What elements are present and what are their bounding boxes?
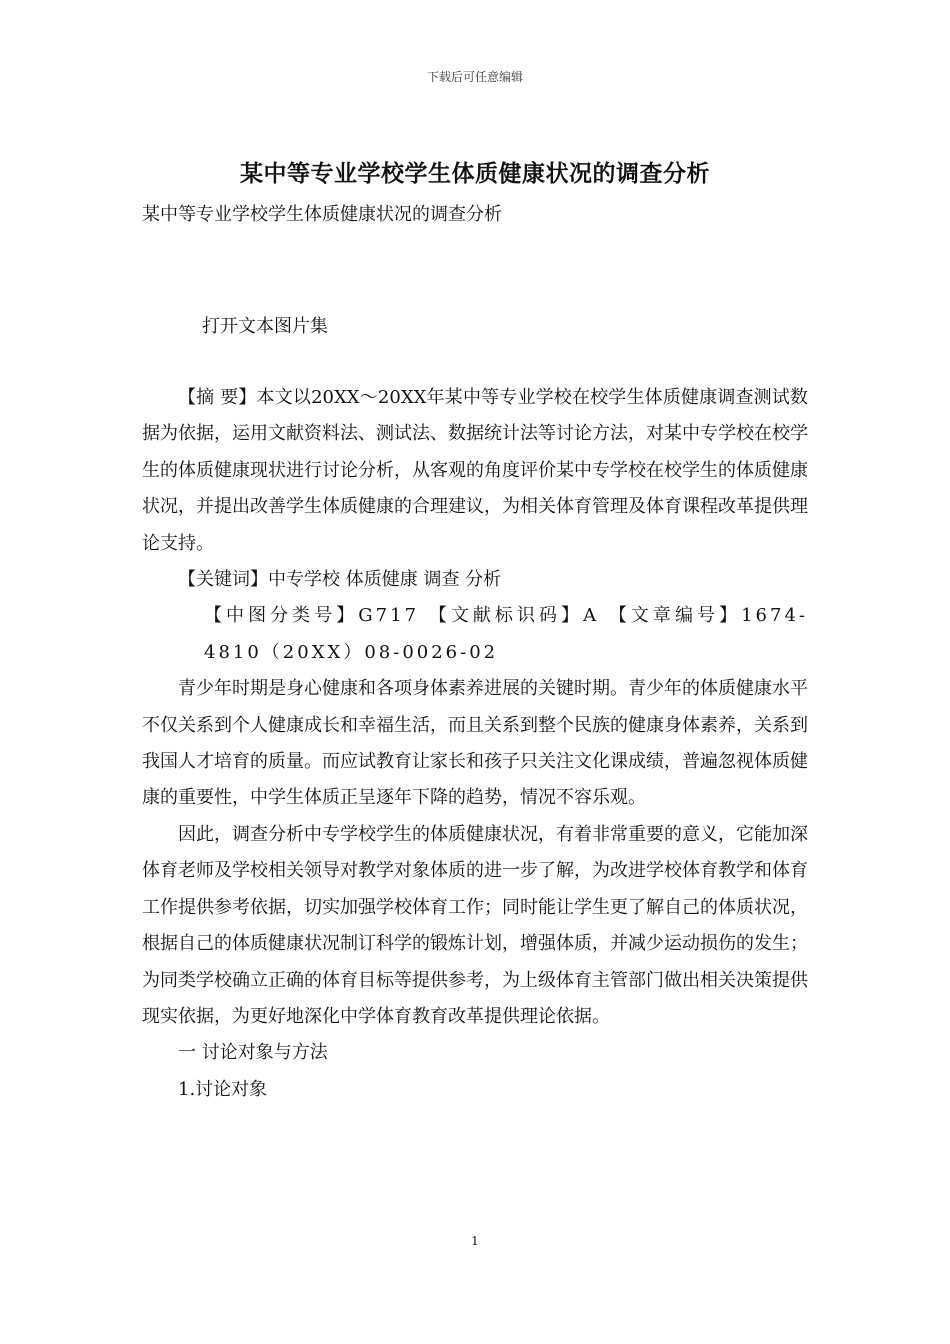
document-subtitle: 某中等专业学校学生体质健康状况的调查分析 bbox=[142, 204, 502, 225]
abstract-paragraph: 【摘 要】本文以20XX～20XX年某中等专业学校在校学生体质健康调查测试数据为依据，运用文献资料法、测试法、数据统计法等讨论方法，对某中专学校在校学生的体质健康现状进行讨论分析，从客观的角度评价某中专学校在校学生的体质健康状况，并提出改善学生体质健康的合理建议，为相关体育管理及体育课程改革提供理论支持。 bbox=[142, 387, 808, 554]
subsection-heading: 1.讨论对象 bbox=[178, 1078, 268, 1100]
document-title: 某中等专业学校学生体质健康状况的调查分析 bbox=[240, 160, 710, 187]
body-paragraph: 青少年时期是身心健康和各项身体素养进展的关键时期。青少年的体质健康水平不仅关系到个人健康成长和幸福生活，而且关系到整个民族的健康身体素养，关系到我国人才培育的质量。而应试教育让家长和孩子只关注文化课成绩，普遍忽视体质健康的重要性，中学生体质正呈逐年下降的趋势，情况不容乐观。 bbox=[142, 678, 808, 809]
header-note: 下载后可任意编辑 bbox=[426, 70, 523, 84]
page-number: 1 bbox=[471, 1234, 479, 1248]
image-gallery-link[interactable]: 打开文本图片集 bbox=[202, 316, 328, 337]
section-heading: 一 讨论对象与方法 bbox=[178, 1042, 328, 1064]
classification-paragraph: 【中图分类号】G717 【文献标识码】A 【文章编号】1674-4810（20XX）08-0026-02 bbox=[204, 605, 808, 663]
keywords-paragraph: 【关键词】中专学校 体质健康 调查 分析 bbox=[178, 569, 502, 591]
document-body bbox=[142, 380, 808, 1108]
body-paragraph: 因此，调查分析中专学校学生的体质健康状况，有着非常重要的意义，它能加深体育老师及学校相关领导对教学对象体质的进一步了解，为改进学校体育教学和体育工作提供参考依据，切实加强学校体育工作；同时能让学生更了解自己的体质状况，根据自己的体质健康状况制订科学的锻炼计划，增强体质，并减少运动损伤的发生；为同类学校确立正确的体育目标等提供参考，为上级体育主管部门做出相关决策提供现实依据，为更好地深化中学体育教育改革提供理论依据。 bbox=[142, 823, 808, 1027]
